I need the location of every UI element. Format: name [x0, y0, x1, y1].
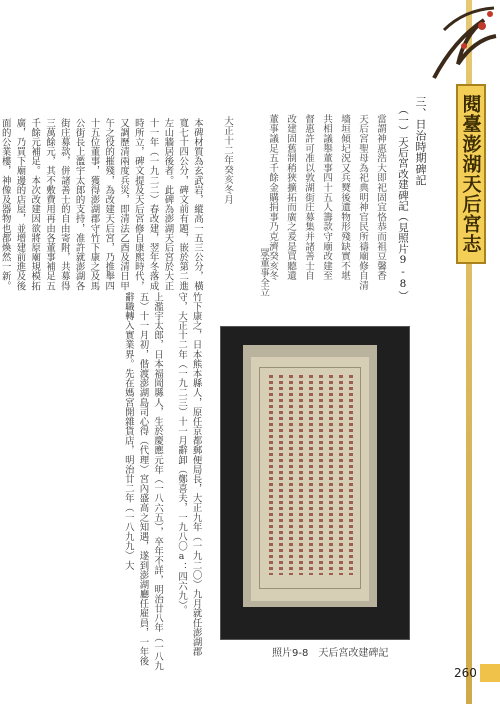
photo-caption: 照片9-8 天后宮改建碑記 — [272, 648, 389, 659]
stele-heading: （一）天后宮改建碑記（見照片9-8） — [397, 104, 409, 302]
paragraph-2 — [173, 292, 202, 672]
paragraph-1: 本碑材質為玄武岩，縱高一五三公分，橫寬七十四公分，碑文前有題，嵌於第二進左山牆居後者。此碑為澎湖天后宮於大正十一年（一九二二）春改建，翌年冬落成時所立，碑文提及天后宮修自康熙時代，又調歷清兩度兵災，即清法乙酉及清日甲午之役的摧殘，為改建天后宮，乃推舉四十五位董事，獲得澎湖郡守竹下康之及馬公街長上濫宇太郎的支持，准許就澎湖各街庄募款，併諸善士的自由寄附，共募得三萬餘元，其不敷費用再由各董事補足五千餘元補足。本次改建因欲將原廟規模拓廣，乃買下廟邊的店屋，並增建前進及後面的公業樓，神像及器物也都煥然一新。 — [0, 118, 203, 291]
inscription-line: 督惠許可准以敦湖街庄募集并諸善士自 — [303, 114, 314, 281]
paragraph-3 — [120, 292, 164, 672]
inscription-text — [210, 114, 388, 314]
page-number: 260 — [454, 666, 477, 680]
inscription-line: 改建固舊制稍狹擴拓而廣之爰是買聽遺 — [285, 114, 296, 281]
person-name: 竹下康之， — [190, 292, 202, 340]
book-title: 閱臺澎湖天后宮志 — [456, 84, 486, 264]
inscription-line: 天后宮聖母為祀典明神官民所禱廟修自清 — [357, 114, 368, 291]
paragraph-3-text: 日本福岡縣人，生於慶應元年（一八六五），卒年不詳，明治廿八年（一八九五）十一月初，偕渡澎湖島司心得（代理）宮內盛高之知遇，遂到澎湖廳任雇員，一年後辭職轉入實業界。先在媽宮開雜貨店，明治廿二年（一八九九）大 — [122, 292, 164, 671]
paragraph-2-text: 日本熊本縣人，原任京都郵便局長，大正九年（一九二〇）九月就任澎湖郡守，大正十二年（一九二三）十一月辭卸（鄭喜夫，一九八〇a：四六九）。 — [176, 292, 202, 657]
page-number-tab — [480, 664, 500, 682]
side-band — [434, 0, 500, 704]
inscription-line: 墻垣傾圮況又兵燹後遺物形殘缺實不堪 — [339, 114, 350, 281]
inscription-date: 大正十二年癸亥冬月 — [222, 116, 233, 205]
tree-ornament-icon — [424, 0, 500, 80]
inscription-line: 董事議足五千餘金購捐事乃克濟癸亥冬 — [267, 114, 278, 281]
inscription-signature: 眾董事全立 — [258, 248, 269, 297]
inscription-line: 當謂神惠浩大即祀固宜恪恭而祖豆馨香 — [375, 114, 386, 281]
section-heading: 三、日治時期碑記 — [414, 96, 427, 186]
stele-photo — [220, 326, 410, 640]
person-name: 上濫宇太郎， — [152, 292, 164, 350]
inscription-line: 共相議舉董事四十五人籌款守廟改建至 — [321, 114, 332, 281]
body-text — [0, 118, 204, 294]
body-text-lower — [52, 292, 212, 672]
